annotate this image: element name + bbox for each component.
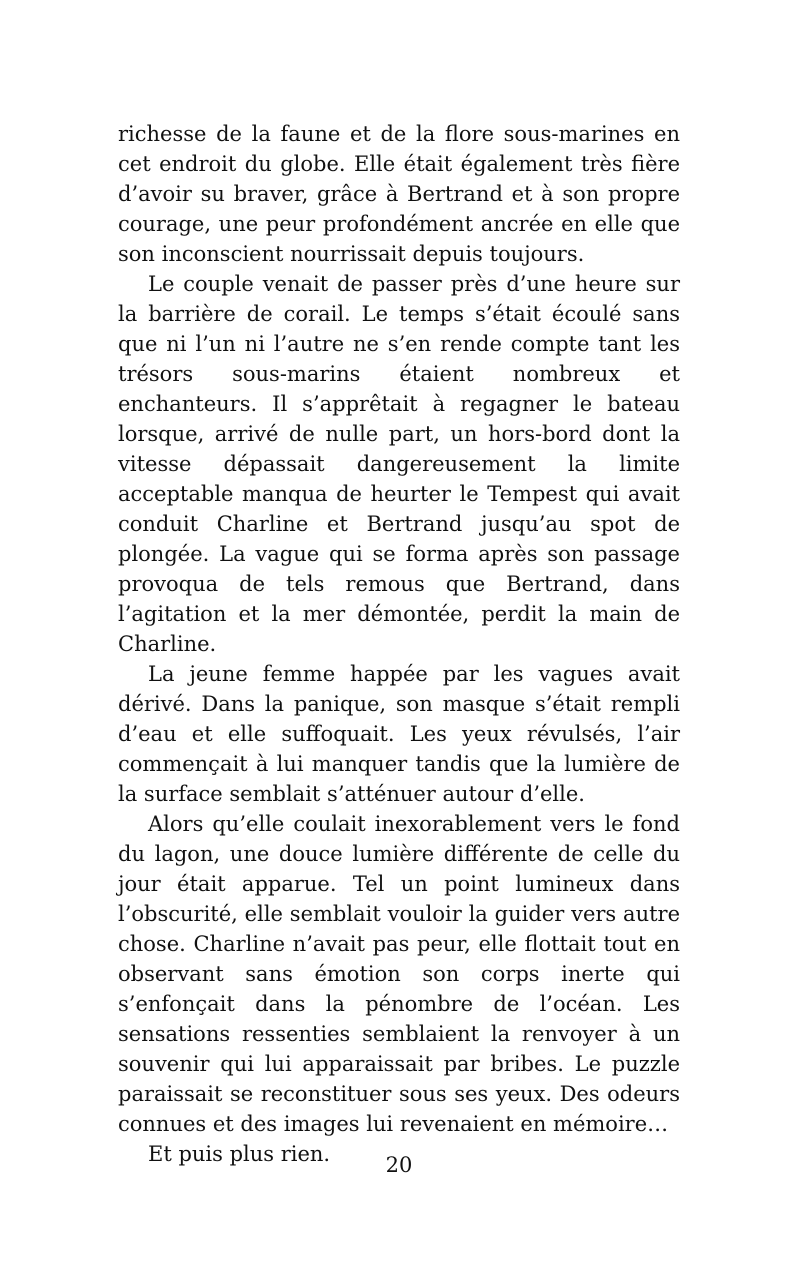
- body-text: [118, 119, 680, 1169]
- paragraph-continuation: richesse de la faune et de la flore sous-marines en cet endroit du globe. Elle était également très fière d’avoir su braver, grâce à Bertrand et à son propre courage, une peur profondément ancrée en elle que son inconscient nourrissait depuis toujours.: [118, 122, 680, 266]
- paragraph-drift: La jeune femme happée par les vagues avait dérivé. Dans la panique, son masque s’était rempli d’eau et elle suffoquait. Les yeux révulsés, l’air commençait à lui manquer tandis que la lumière de la surface semblait s’atténuer autour d’elle.: [118, 662, 680, 806]
- paragraph-coral-reef: Le couple venait de passer près d’une heure sur la barrière de corail. Le temps s’était écoulé sans que ni l’un ni l’autre ne s’en rende compte tant les trésors sous-marins étaient nombreux et enchanteurs. Il s’apprêtait à regagner le bateau lorsque, arrivé de nulle part, un hors-bord dont la vitesse dépassait dangereusement la limite acceptable manqua de heurter le Tempest qui avait conduit Charline et Bertrand jusqu’au spot de plongée. La vague qui se forma après son passage provoqua de tels remous que Bertrand, dans l’agitation et la mer démontée, perdit la main de Charline.: [118, 272, 680, 656]
- page-number: 20: [385, 1153, 413, 1177]
- paragraph-ending: Et puis plus rien.: [148, 1142, 331, 1166]
- paragraph-light: Alors qu’elle coulait inexorablement vers le fond du lagon, une douce lumière différente de celle du jour était apparue. Tel un point lumineux dans l’obscurité, elle semblait vouloir la guider vers autre chose. Charline n’avait pas peur, elle flottait tout en observant sans émotion son corps inerte qui s’enfonçait dans la pénombre de l’océan. Les sensations ressenties semblaient la renvoyer à un souvenir qui lui apparaissait par bribes. Le puzzle paraissait se reconstituer sous ses yeux. Des odeurs connues et des images lui revenaient en mémoire…: [118, 812, 680, 1136]
